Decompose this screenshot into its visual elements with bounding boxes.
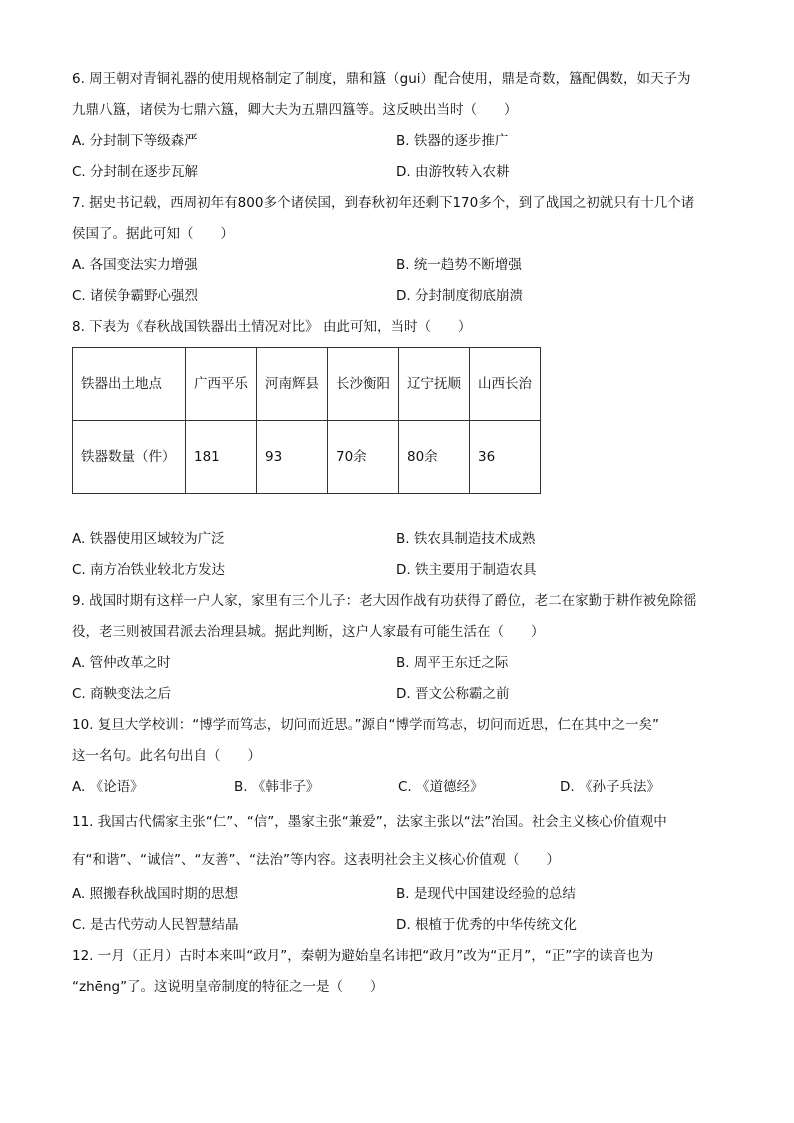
table-header-row xyxy=(73,348,541,421)
option-d: D. 根植于优秀的中华传统文化 xyxy=(396,917,577,933)
options xyxy=(72,250,722,312)
table-cell: 铁器出土地点 xyxy=(73,348,186,421)
table-cell: 铁器数量（件） xyxy=(73,421,186,494)
question-stem: 8. 下表为《春秋战国铁器出土情况对比》 由此可知，当时（ ） xyxy=(72,319,472,335)
option-d: D. 《孙子兵法》 xyxy=(560,779,660,795)
question-stem: 役，老三则被国君派去治理县城。据此判断，这户人家最有可能生活在（ ） xyxy=(72,624,545,640)
table-row xyxy=(73,421,541,494)
question-stem: 侯国了。据此可知（ ） xyxy=(72,226,234,242)
table-cell: 181 xyxy=(186,421,257,494)
table-cell: 80余 xyxy=(399,421,470,494)
table-cell: 河南辉县 xyxy=(257,348,328,421)
option-b: B. 铁器的逐步推广 xyxy=(396,133,509,149)
table-cell: 70余 xyxy=(328,421,399,494)
option-d: D. 铁主要用于制造农具 xyxy=(396,562,537,578)
option-c: C. 诸侯争霸野心强烈 xyxy=(72,288,199,304)
question-12 xyxy=(72,941,722,1003)
question-stem: 6. 周王朝对青铜礼器的使用规格制定了制度，鼎和簋（gui）配合使用，鼎是奇数，簋配偶数，如天子为 xyxy=(72,71,691,87)
question-8 xyxy=(72,312,722,586)
table-cell: 山西长治 xyxy=(470,348,541,421)
option-a: A. 《论语》 xyxy=(72,779,144,795)
question-stem: “zhēng”了。这说明皇帝制度的特征之一是（ ） xyxy=(72,979,384,995)
option-c: C. 商鞅变法之后 xyxy=(72,686,172,702)
question-stem: 九鼎八簋，诸侯为七鼎六簋，卿大夫为五鼎四簋等。这反映出当时（ ） xyxy=(72,102,518,118)
question-stem: 这一名句。此名句出自（ ） xyxy=(72,748,261,764)
option-a: A. 管仲改革之时 xyxy=(72,655,171,671)
table-cell: 36 xyxy=(470,421,541,494)
options xyxy=(72,772,722,803)
option-b: B. 统一趋势不断增强 xyxy=(396,257,522,273)
option-a: A. 各国变法实力增强 xyxy=(72,257,198,273)
option-a: A. 铁器使用区域较为广泛 xyxy=(72,531,225,547)
question-stem: 9. 战国时期有这样一户人家，家里有三个儿子：老大因作战有功获得了爵位，老二在家勤于耕作被免除徭 xyxy=(72,593,697,609)
question-11 xyxy=(72,803,722,941)
option-d: D. 分封制度彻底崩溃 xyxy=(396,288,523,304)
option-a: A. 分封制下等级森严 xyxy=(72,133,198,149)
option-d: D. 晋文公称霸之前 xyxy=(396,686,510,702)
iron-artifacts-table xyxy=(72,347,541,494)
options xyxy=(72,879,722,941)
question-stem: 12. 一月（正月）古时本来叫“政月”，秦朝为避始皇名讳把“政月”改为“正月”，“正”字的读音也为 xyxy=(72,948,654,964)
option-c: C. 南方冶铁业较北方发达 xyxy=(72,562,226,578)
question-stem: 有“和谐”、“诚信”、“友善”、“法治”等内容。这表明社会主义核心价值观（ ） xyxy=(72,852,560,868)
option-b: B. 周平王东迁之际 xyxy=(396,655,509,671)
option-b: B. 是现代中国建设经验的总结 xyxy=(396,886,576,902)
options xyxy=(72,126,722,188)
option-b: B. 《韩非子》 xyxy=(234,779,320,795)
options xyxy=(72,524,722,586)
question-10 xyxy=(72,710,722,803)
option-d: D. 由游牧转入农耕 xyxy=(396,164,510,180)
table-cell: 广西平乐 xyxy=(186,348,257,421)
options xyxy=(72,648,722,710)
question-7 xyxy=(72,188,722,312)
table-cell: 93 xyxy=(257,421,328,494)
option-a: A. 照搬春秋战国时期的思想 xyxy=(72,886,239,902)
option-c: C. 分封制在逐步瓦解 xyxy=(72,164,199,180)
question-6 xyxy=(72,64,722,188)
question-stem: 7. 据史书记载，西周初年有800多个诸侯国，到春秋初年还剩下170多个，到了战国之初就只有十几个诸 xyxy=(72,195,695,211)
question-stem: 10. 复旦大学校训：“博学而笃志，切问而近思。”源自“博学而笃志，切问而近思，仁在其中之一矣” xyxy=(72,717,659,733)
exam-page xyxy=(72,64,722,1003)
option-c: C. 《道德经》 xyxy=(398,779,484,795)
table-cell: 长沙衡阳 xyxy=(328,348,399,421)
table-cell: 辽宁抚顺 xyxy=(399,348,470,421)
question-9 xyxy=(72,586,722,710)
option-b: B. 铁农具制造技术成熟 xyxy=(396,531,536,547)
question-stem: 11. 我国古代儒家主张“仁”、“信”，墨家主张“兼爱”，法家主张以“法”治国。社会主义核心价值观中 xyxy=(72,814,667,830)
option-c: C. 是古代劳动人民智慧结晶 xyxy=(72,917,239,933)
